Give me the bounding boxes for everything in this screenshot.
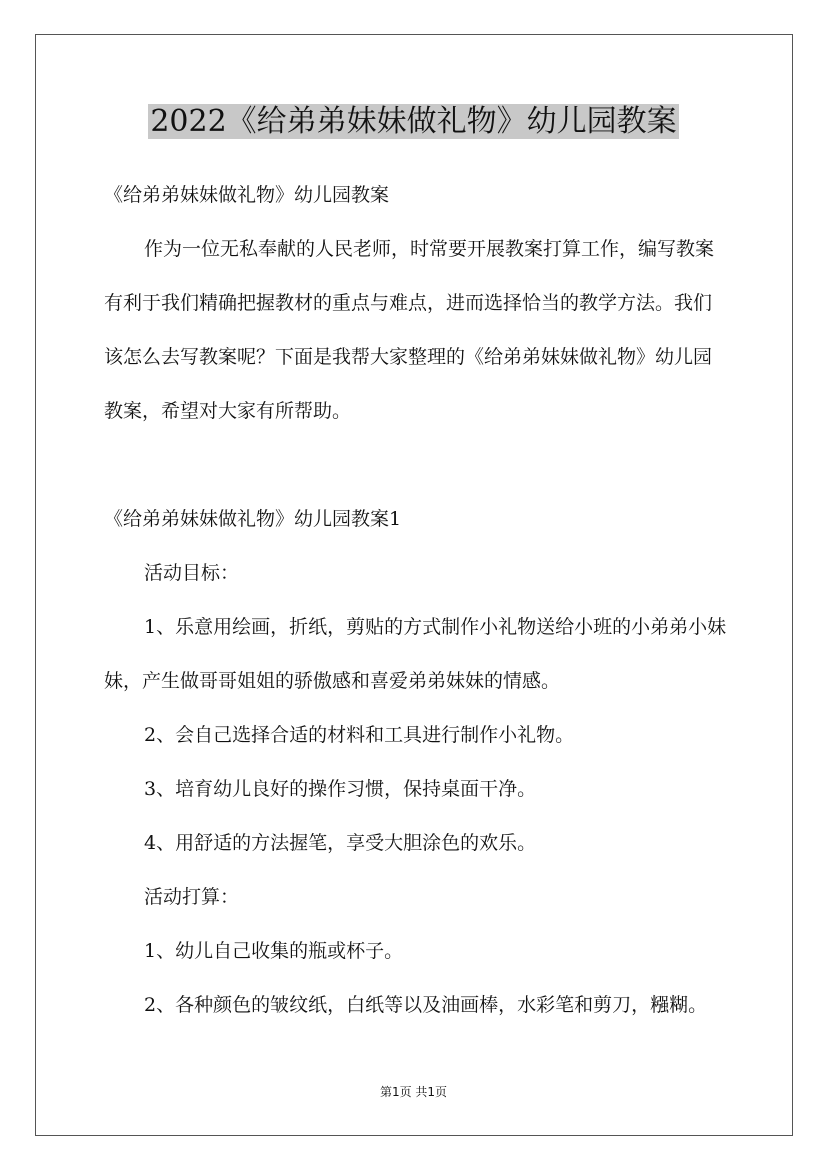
goal-item-1: 1、乐意用绘画，折纸，剪贴的方式制作小礼物送给小班的小弟弟小妹妹，产生做哥哥姐姐的骄傲感和喜爱弟弟妹妹的情感。 bbox=[104, 616, 727, 692]
goals-heading: 活动目标： bbox=[144, 562, 240, 584]
goal-item-4: 4、用舒适的方法握笔，享受大胆涂色的欢乐。 bbox=[144, 832, 537, 854]
document-title bbox=[0, 100, 827, 144]
page-footer bbox=[0, 1083, 827, 1101]
goal-item-2: 2、会自己选择合适的材料和工具进行制作小礼物。 bbox=[144, 724, 575, 746]
subtitle: 《给弟弟妹妹做礼物》幼儿园教案 bbox=[104, 184, 390, 206]
prep-heading: 活动打算： bbox=[144, 886, 240, 908]
paragraph-gap bbox=[104, 438, 728, 492]
document-body bbox=[104, 168, 728, 1032]
prep-item-2: 2、各种颜色的皱纹纸，白纸等以及油画棒，水彩笔和剪刀，糨糊。 bbox=[144, 994, 708, 1016]
prep-item-1: 1、幼儿自己收集的瓶或杯子。 bbox=[144, 940, 404, 962]
section-heading: 《给弟弟妹妹做礼物》幼儿园教案1 bbox=[104, 508, 402, 530]
page-number: 第1页 共1页 bbox=[379, 1085, 448, 1099]
document-title-text: 2022《给弟弟妹妹做礼物》幼儿园教案 bbox=[150, 104, 677, 139]
goal-item-3: 3、培育幼儿良好的操作习惯，保持桌面干净。 bbox=[144, 778, 537, 800]
intro-paragraph: 作为一位无私奉献的人民老师，时常要开展教案打算工作，编写教案有利于我们精确把握教材的重点与难点，进而选择恰当的教学方法。我们该怎么去写教案呢？下面是我帮大家整理的《给弟弟妹妹做礼物》幼儿园教案，希望对大家有所帮助。 bbox=[104, 238, 715, 422]
